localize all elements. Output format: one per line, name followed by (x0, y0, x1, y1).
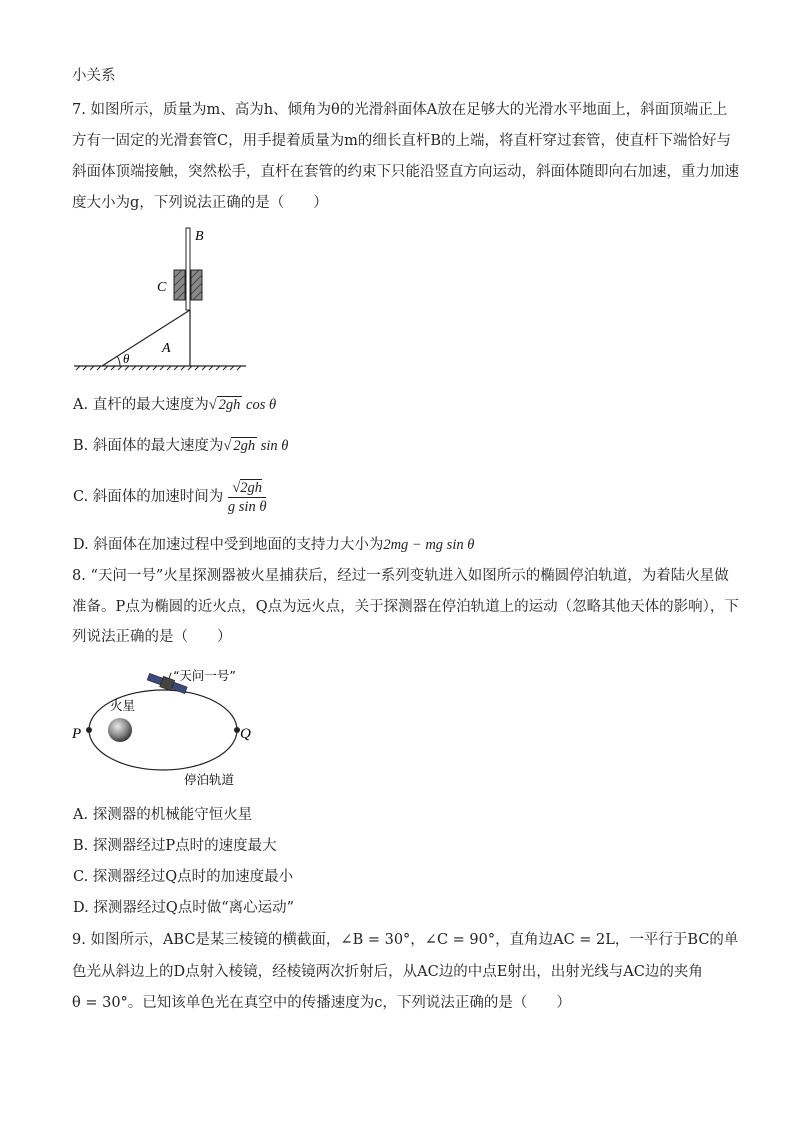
question-7-line: 方有一固定的光滑套管C，用手提着质量为m的细长直杆B的上端，将直杆穿过套管，使直杆下端恰好与 (72, 133, 731, 149)
option-c: C. 探测器经过Q点时的加速度最小 (73, 869, 294, 885)
label-probe: “天问一号” (173, 668, 236, 683)
text-line: 小关系 (72, 68, 116, 84)
math-expression: 2mg − mg sin θ (383, 537, 475, 553)
fraction (228, 479, 267, 516)
radicand: 2gh (218, 397, 241, 413)
question-9-line: θ = 30°。已知该单色光在真空中的传播速度为c，下列说法正确的是（ ） (72, 995, 571, 1011)
label-p: P (72, 726, 82, 742)
mars-planet (108, 718, 132, 742)
question-7-line: 度大小为g，下列说法正确的是（ ） (72, 195, 328, 211)
trig-tail: cos θ (242, 397, 277, 413)
label-mars: 火星 (110, 698, 136, 713)
question-9-line: 9. 如图所示，ABC是某三棱镜的横截面，∠B = 30°，∠C = 90°，直角边AC = 2L，一平行于BC的单 (72, 932, 739, 948)
point-p (86, 727, 92, 733)
option-a (73, 395, 276, 415)
option-d: D. 探测器经过Q点时做“离心运动” (73, 900, 295, 916)
label-theta: θ (123, 351, 130, 366)
option-b (73, 436, 288, 456)
option-d (73, 535, 474, 555)
label-q: Q (240, 726, 251, 742)
trig-tail: sin θ (257, 438, 289, 454)
question-8-line: 列说法正确的是（ ） (72, 629, 232, 645)
label-orbit: 停泊轨道 (184, 772, 235, 787)
mars-orbit-figure (70, 662, 270, 792)
radicand: 2gh (240, 479, 263, 496)
denominator: g sin θ (227, 498, 267, 515)
label-a: A (162, 341, 171, 356)
label-b: B (195, 229, 204, 244)
option-c-text: C. 斜面体的加速时间为 (73, 489, 224, 505)
option-b-text: B. 斜面体的最大速度为 (73, 438, 224, 454)
option-a: A. 探测器的机械能守恒火星 (73, 807, 253, 823)
option-d-text: D. 斜面体在加速过程中受到地面的支持力大小为 (73, 537, 384, 553)
question-9-line: 色光从斜边上的D点射入棱镜，经棱镜两次折射后，从AC边的中点E射出，出射光线与AC边的夹角 (72, 964, 703, 980)
question-7-line: 7. 如图所示，质量为m、高为h、倾角为θ的光滑斜面体A放在足够大的光滑水平地面上，斜面顶端正上 (72, 102, 728, 118)
question-7-line: 斜面体顶端接触，突然松手，直杆在套管的约束下只能沿竖直方向运动，斜面体随即向右加速，重力加速 (72, 164, 739, 180)
radicand: 2gh (233, 438, 256, 454)
sqrt-expression: √ 2gh (223, 438, 256, 454)
option-b: B. 探测器经过P点时的速度最大 (73, 838, 277, 854)
option-a-text: A. 直杆的最大速度为 (73, 397, 209, 413)
numerator: √2gh (228, 479, 267, 498)
question-8-line: 8. “天问一号”火星探测器被火星捕获后，经过一系列变轨进入如图所示的椭圆停泊轨道，为着陆火星做 (72, 568, 729, 584)
question-8-line: 准备。P点为椭圆的近火点，Q点为远火点，关于探测器在停泊轨道上的运动（忽略其他天体的影响），下 (72, 599, 739, 615)
sqrt-expression: √ 2gh (208, 397, 241, 413)
label-c: C (157, 280, 167, 295)
incline-rod-figure (70, 222, 250, 372)
option-c (73, 478, 266, 516)
